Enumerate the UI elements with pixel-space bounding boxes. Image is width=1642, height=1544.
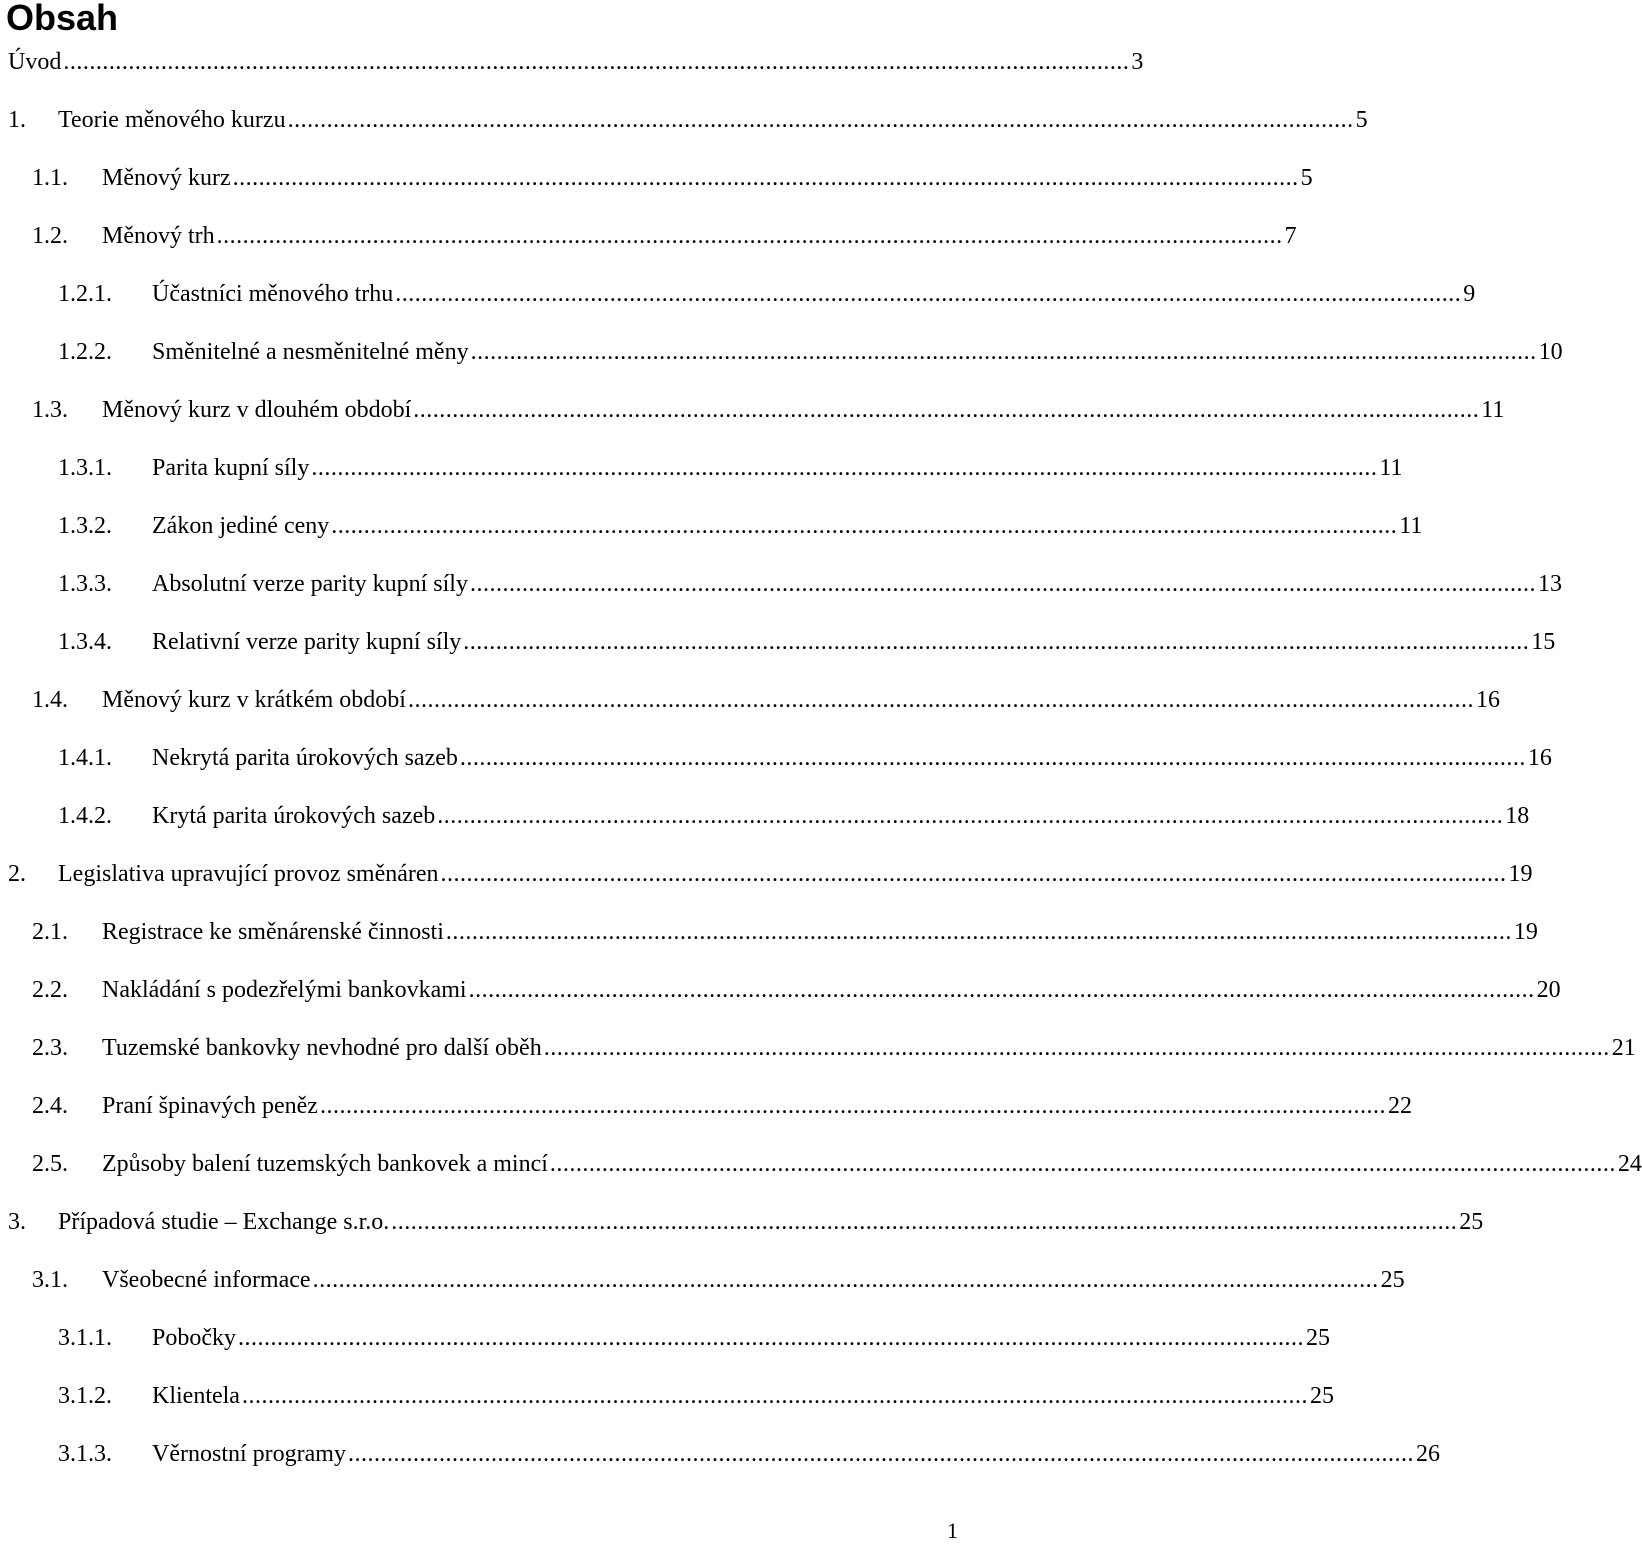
toc-leader-dots: .................................................................................................................................................................... [445, 919, 1512, 945]
toc-entry-title: Pobočky [152, 1325, 236, 1351]
toc-leader-dots: .................................................................................................................................................................... [463, 629, 1530, 655]
toc-leader-dots: .................................................................................................................................................................... [391, 1209, 1458, 1235]
toc-entry-number: 2.3. [32, 1035, 68, 1061]
toc-entry-page: 16 [1475, 687, 1500, 713]
toc-entry-title: Legislativa upravující provoz směnáren [58, 861, 439, 887]
toc-entry-number: 3.1.2. [58, 1383, 112, 1409]
toc-entry[interactable] [32, 1264, 1405, 1296]
toc-entry-title: Účastníci měnového trhu [152, 281, 394, 307]
toc-entry-number: 2.1. [32, 919, 68, 945]
toc-leader-dots: .................................................................................................................................................................... [407, 687, 1474, 713]
toc-leader-dots: .................................................................................................................................................................... [543, 1035, 1610, 1061]
toc-entry-title: Parita kupní síly [152, 455, 310, 481]
toc-entry-number: 3.1. [32, 1267, 68, 1293]
toc-leader-dots: .................................................................................................................................................................... [395, 281, 1462, 307]
toc-entry-number: 1.3. [32, 397, 68, 423]
toc-entry-number: 2.5. [32, 1151, 68, 1177]
toc-entry-page: 21 [1611, 1035, 1636, 1061]
toc-entry-title: Měnový trh [102, 223, 215, 249]
toc-entry-number: 1.2.1. [58, 281, 112, 307]
toc-leader-dots: .................................................................................................................................................................... [63, 49, 1130, 75]
toc-entry-page: 25 [1306, 1325, 1330, 1351]
toc-entry-page: 22 [1387, 1093, 1412, 1119]
toc-entry[interactable] [8, 858, 1533, 890]
toc-entry-title: Způsoby balení tuzemských bankovek a mincí [102, 1151, 548, 1177]
toc-entry-title: Teorie měnového kurzu [58, 107, 286, 133]
toc-entry[interactable] [58, 278, 1476, 310]
toc-entry[interactable] [58, 568, 1562, 600]
toc-entry-number: 3. [8, 1209, 26, 1235]
toc-entry[interactable] [58, 452, 1403, 484]
toc-leader-dots: .................................................................................................................................................................... [347, 1441, 1414, 1467]
toc-entry-page: 15 [1531, 629, 1556, 655]
toc-entry[interactable] [32, 394, 1505, 426]
toc-entry[interactable] [8, 1206, 1484, 1238]
toc-leader-dots: .................................................................................................................................................................... [331, 513, 1398, 539]
toc-entry[interactable] [58, 1380, 1334, 1412]
toc-leader-dots: .................................................................................................................................................................... [469, 571, 1536, 597]
toc-entry-page: 19 [1508, 861, 1533, 887]
toc-entry-page: 13 [1537, 571, 1562, 597]
toc-entry-number: 1.3.1. [58, 455, 112, 481]
toc-entry-number: 2.4. [32, 1093, 68, 1119]
toc-entry[interactable] [32, 1090, 1412, 1122]
toc-entry-page: 11 [1481, 397, 1505, 423]
toc-entry-page: 11 [1379, 455, 1403, 481]
toc-entry-page: 3 [1131, 49, 1144, 75]
toc-entry-number: 1.3.4. [58, 629, 112, 655]
toc-entry[interactable] [58, 1438, 1440, 1470]
page-number: 1 [947, 1518, 958, 1543]
toc-leader-dots: .................................................................................................................................................................... [413, 397, 1480, 423]
toc-entry-number: 1.1. [32, 165, 68, 191]
toc-leader-dots: .................................................................................................................................................................... [312, 1267, 1379, 1293]
toc-entry-number: 1.4.2. [58, 803, 112, 829]
toc-entry-page: 7 [1284, 223, 1297, 249]
toc-entry[interactable] [58, 510, 1423, 542]
toc-entry-page: 25 [1380, 1267, 1405, 1293]
toc-leader-dots: .................................................................................................................................................................... [437, 803, 1504, 829]
toc-entry-page: 26 [1415, 1441, 1440, 1467]
toc-entry-number: 1.2. [32, 223, 68, 249]
toc-entry[interactable] [32, 1148, 1642, 1180]
toc-entry-number: 2.2. [32, 977, 68, 1003]
toc-entry-title: Klientela [152, 1383, 240, 1409]
toc-entry-page: 11 [1399, 513, 1423, 539]
toc-entry[interactable] [32, 684, 1500, 716]
toc-leader-dots: .................................................................................................................................................................... [216, 223, 1283, 249]
toc-entry-title: Nekrytá parita úrokových sazeb [152, 745, 458, 771]
toc-entry-page: 20 [1536, 977, 1561, 1003]
toc-leader-dots: .................................................................................................................................................................... [468, 977, 1535, 1003]
toc-entry-number: 1.3.2. [58, 513, 112, 539]
toc-entry[interactable] [58, 742, 1552, 774]
toc-entry-page: 10 [1538, 339, 1563, 365]
toc-leader-dots: .................................................................................................................................................................... [311, 455, 1378, 481]
toc-entry[interactable] [58, 1322, 1330, 1354]
toc-entry-title: Tuzemské bankovky nevhodné pro další oběh [102, 1035, 542, 1061]
toc-entry-number: 3.1.3. [58, 1441, 112, 1467]
toc-entry[interactable] [32, 162, 1313, 194]
toc-entry-title: Krytá parita úrokových sazeb [152, 803, 436, 829]
toc-entry-title: Směnitelné a nesměnitelné měny [152, 339, 469, 365]
toc-entry-title: Případová studie – Exchange s.r.o. [58, 1209, 390, 1235]
toc-leader-dots: .................................................................................................................................................................... [287, 107, 1354, 133]
toc-entry[interactable] [32, 974, 1561, 1006]
toc-entry[interactable] [32, 1032, 1636, 1064]
toc-entry-page: 24 [1617, 1151, 1642, 1177]
toc-entry-title: Registrace ke směnárenské činnosti [102, 919, 444, 945]
toc-entry[interactable] [58, 800, 1530, 832]
toc-leader-dots: .................................................................................................................................................................... [459, 745, 1526, 771]
toc-entry-number: 1.4.1. [58, 745, 112, 771]
toc-entry-page: 19 [1513, 919, 1538, 945]
toc-entry-page: 16 [1527, 745, 1552, 771]
toc-entry-number: 1. [8, 107, 26, 133]
toc-entry-title: Nakládání s podezřelými bankovkami [102, 977, 467, 1003]
toc-entry-title: Absolutní verze parity kupní síly [152, 571, 468, 597]
toc-entry-page: 5 [1300, 165, 1313, 191]
toc-entry-title: Měnový kurz [102, 165, 231, 191]
toc-leader-dots: .................................................................................................................................................................... [238, 1325, 1304, 1351]
toc-entry-number: 1.2.2. [58, 339, 112, 365]
toc-entry-page: 5 [1355, 107, 1368, 133]
toc-entry-title: Relativní verze parity kupní síly [152, 629, 462, 655]
toc-entry-page: 25 [1459, 1209, 1484, 1235]
toc-entry-title: Všeobecné informace [102, 1267, 311, 1293]
toc-entry-title: Praní špinavých peněz [102, 1093, 318, 1119]
toc-leader-dots: .................................................................................................................................................................... [241, 1383, 1308, 1409]
toc-entry-title: Věrnostní programy [152, 1441, 346, 1467]
toc-entry[interactable] [32, 916, 1538, 948]
toc-entry-page: 18 [1505, 803, 1530, 829]
page-title: Obsah [6, 0, 119, 38]
toc-entry-number: 2. [8, 861, 26, 887]
toc-entry-number: 1.3.3. [58, 571, 112, 597]
toc-leader-dots: .................................................................................................................................................................... [232, 165, 1299, 191]
toc-leader-dots: .................................................................................................................................................................... [470, 339, 1537, 365]
toc-entry-title: Měnový kurz v krátkém období [102, 687, 406, 713]
toc-entry[interactable] [58, 336, 1563, 368]
toc-entry-number: 3.1.1. [58, 1325, 112, 1351]
toc-entry[interactable] [8, 46, 1144, 78]
toc-entry-title: Měnový kurz v dlouhém období [102, 397, 412, 423]
toc-entry[interactable] [32, 220, 1297, 252]
toc-leader-dots: .................................................................................................................................................................... [440, 861, 1507, 887]
toc-entry[interactable] [58, 626, 1556, 658]
toc-leader-dots: .................................................................................................................................................................... [319, 1093, 1386, 1119]
toc-entry-page: 9 [1463, 281, 1476, 307]
toc-entry-number: 1.4. [32, 687, 68, 713]
toc-entry-page: 25 [1309, 1383, 1334, 1409]
toc-entry[interactable] [8, 104, 1368, 136]
toc-entry-title: Úvod [8, 49, 62, 75]
toc-leader-dots: .................................................................................................................................................................... [549, 1151, 1616, 1177]
toc-entry-title: Zákon jediné ceny [152, 513, 330, 539]
